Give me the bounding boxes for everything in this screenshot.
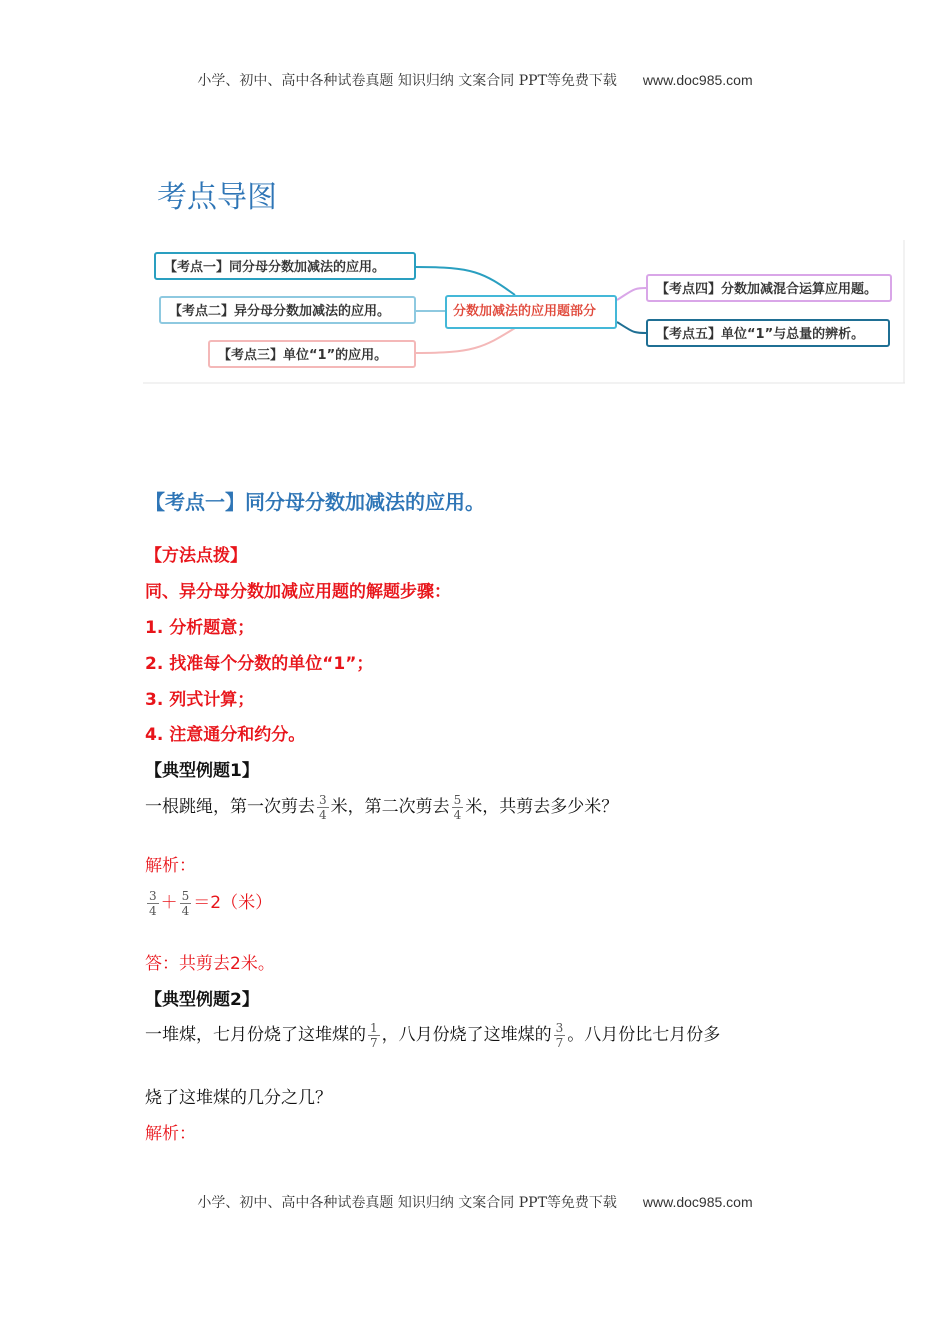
example1-analysis-label: 解析： xyxy=(145,856,196,876)
mindmap xyxy=(143,240,905,384)
connector-node4 xyxy=(617,288,646,300)
example1-calc-plus: ＋ xyxy=(160,893,178,913)
fraction-denominator: 4 xyxy=(453,807,462,822)
step-4: 4. 注意通分和约分。 xyxy=(145,725,306,745)
example2-analysis-label: 解析： xyxy=(145,1124,196,1144)
example2-question-line1 xyxy=(145,1020,720,1050)
footer-text: 小学、初中、高中各种试卷真题 知识归纳 文案合同 PPT等免费下载 xyxy=(197,1195,617,1211)
page-footer xyxy=(0,1192,950,1212)
example1-question xyxy=(145,792,618,822)
step-3: 3. 列式计算； xyxy=(145,690,255,710)
example1-q-part3: 米，共剪去多少米？ xyxy=(465,797,619,817)
mindmap-node-3: 【考点三】单位“1”的应用。 xyxy=(208,340,416,368)
footer-url[interactable]: www.doc985.com xyxy=(642,1194,753,1210)
fraction-numerator: 3 xyxy=(149,888,157,903)
example1-answer: 答：共剪去2米。 xyxy=(145,954,275,974)
connector-node5 xyxy=(617,322,646,333)
section-title: 考点导图 xyxy=(157,180,277,215)
example2-q-part1: 一堆煤，七月份烧了这堆煤的 xyxy=(145,1025,366,1045)
fraction-denominator: 4 xyxy=(181,903,190,918)
example1-label: 【典型例题1】 xyxy=(145,761,259,781)
fraction-denominator: 4 xyxy=(149,903,157,918)
mindmap-node-4: 【考点四】分数加减混合运算应用题。 xyxy=(646,274,892,302)
step-1: 1. 分析题意； xyxy=(145,618,255,638)
example2-question-line2: 烧了这堆煤的几分之几？ xyxy=(145,1088,332,1108)
steps-title: 同、异分母分数加减应用题的解题步骤： xyxy=(145,582,451,602)
mindmap-center: 分数加减法的应用题部分 xyxy=(445,295,617,329)
header-text: 小学、初中、高中各种试卷真题 知识归纳 文案合同 PPT等免费下载 xyxy=(197,73,617,89)
example1-q-part2: 米，第二次剪去 xyxy=(330,797,450,817)
mindmap-node-5: 【考点五】单位“1”与总量的辨析。 xyxy=(646,319,890,347)
fraction-denominator: 7 xyxy=(370,1035,378,1050)
fraction-numerator: 3 xyxy=(555,1020,564,1035)
example1-q-part1: 一根跳绳，第一次剪去 xyxy=(145,797,315,817)
fraction-numerator: 3 xyxy=(319,792,327,807)
fraction-numerator: 5 xyxy=(181,888,190,903)
step-2: 2. 找准每个分数的单位“1”； xyxy=(145,654,374,674)
page-header xyxy=(0,70,950,90)
fraction-denominator: 7 xyxy=(555,1035,564,1050)
fraction-denominator: 4 xyxy=(319,807,327,822)
example2-label: 【典型例题2】 xyxy=(145,990,259,1010)
header-url[interactable]: www.doc985.com xyxy=(642,72,753,88)
example2-q-part2: ，八月份烧了这堆煤的 xyxy=(381,1025,552,1045)
connector-node1 xyxy=(416,267,515,295)
fraction-numerator: 1 xyxy=(370,1020,378,1035)
example1-calc-fraction-1 xyxy=(147,889,159,918)
example2-q-fraction-1 xyxy=(368,1021,380,1050)
example1-q-fraction-2 xyxy=(452,793,464,822)
mindmap-node-1: 【考点一】同分母分数加减法的应用。 xyxy=(154,252,416,280)
connector-node3 xyxy=(416,328,515,353)
example1-calc-fraction-2 xyxy=(180,889,192,918)
example1-calculation xyxy=(145,888,272,918)
example1-calc-result: ＝2（米） xyxy=(193,893,273,913)
method-label: 【方法点拨】 xyxy=(145,546,247,566)
fraction-numerator: 5 xyxy=(453,792,462,807)
example1-q-fraction-1 xyxy=(317,793,329,822)
example2-q-part3: 。八月份比七月份多 xyxy=(567,1025,721,1045)
kaodian1-title: 【考点一】同分母分数加减法的应用。 xyxy=(145,490,485,514)
mindmap-node-2: 【考点二】异分母分数加减法的应用。 xyxy=(159,296,416,324)
example2-q-fraction-2 xyxy=(554,1021,566,1050)
